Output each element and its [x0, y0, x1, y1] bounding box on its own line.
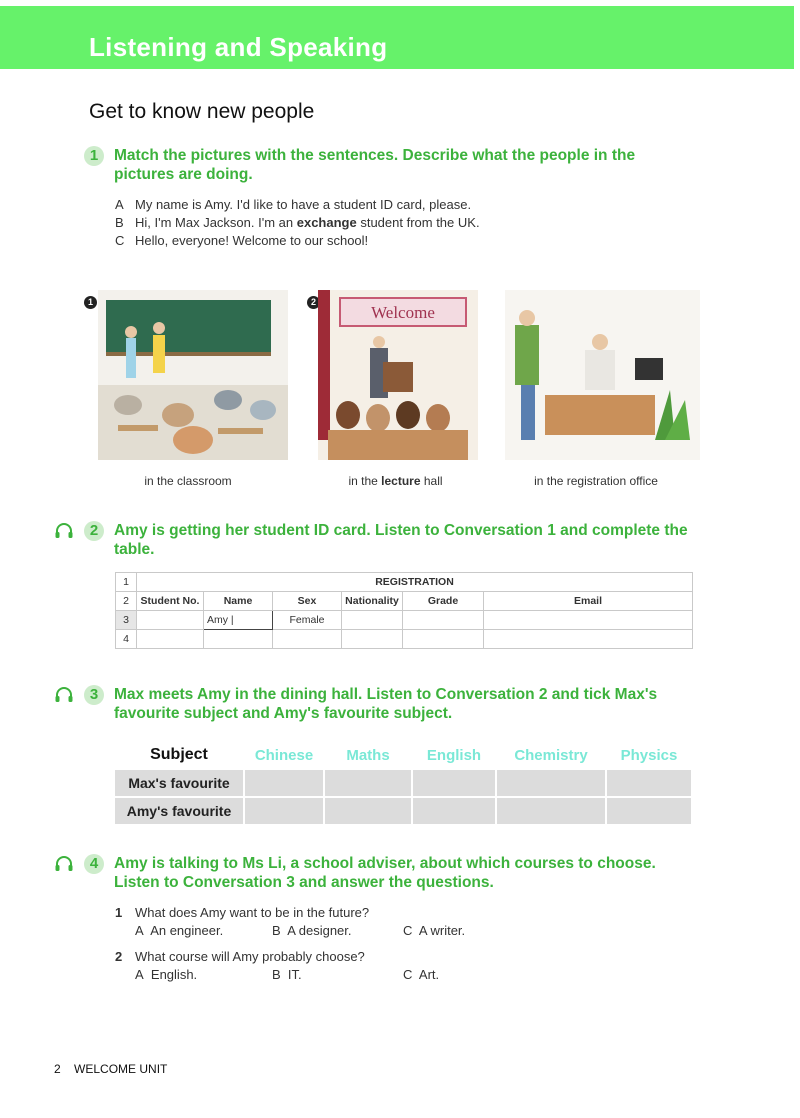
- page-subtitle: Get to know new people: [89, 100, 315, 123]
- q4-q1-choice-c: C A writer.: [403, 923, 466, 938]
- empty-cell[interactable]: [137, 630, 204, 649]
- grade-cell[interactable]: [403, 611, 484, 630]
- header-sex: Sex: [273, 592, 342, 611]
- empty-cell[interactable]: [484, 630, 693, 649]
- q4-question-2: 2 What course will Amy probably choose?: [115, 949, 365, 964]
- q4-q1-choice-a: A An engineer.: [135, 923, 224, 938]
- favourite-subject-table: [113, 740, 693, 826]
- picture-1-number: 1: [84, 296, 97, 309]
- headphones-icon[interactable]: [54, 686, 74, 704]
- picture-2-number: 2: [307, 296, 320, 309]
- tick-cell[interactable]: [245, 798, 323, 824]
- q4-q1-choice-b: B A designer.: [272, 923, 352, 938]
- email-cell[interactable]: [484, 611, 693, 630]
- tick-cell[interactable]: [245, 770, 323, 796]
- q1-option-b: B Hi, I'm Max Jackson. I'm an exchange student from the UK.: [115, 215, 480, 230]
- registration-title: REGISTRATION: [137, 573, 693, 592]
- headphones-icon[interactable]: [54, 522, 74, 540]
- q4-question-1: 1 What does Amy want to be in the future?: [115, 905, 370, 920]
- tick-cell[interactable]: [413, 770, 495, 796]
- student-no-cell[interactable]: [137, 611, 204, 630]
- header-student-no: Student No.: [137, 592, 204, 611]
- tick-cell[interactable]: [413, 798, 495, 824]
- picture-2-caption: in the lecture hall: [348, 474, 443, 488]
- row-number: 1: [116, 573, 137, 592]
- picture-3-caption: in the registration office: [534, 474, 658, 488]
- name-cell[interactable]: Amy |: [204, 611, 273, 630]
- q4-number: 4: [84, 854, 104, 874]
- tick-cell[interactable]: [607, 798, 691, 824]
- page-footer: [54, 1062, 167, 1076]
- row-number: 2: [116, 592, 137, 611]
- tick-cell[interactable]: [607, 770, 691, 796]
- q3-number: 3: [84, 685, 104, 705]
- q1-instruction: Match the pictures with the sentences. Describe what the people in the pictures are doing.: [114, 147, 636, 183]
- registration-office-illustration: [505, 290, 700, 460]
- row-label-max: Max's favourite: [115, 770, 243, 796]
- nationality-cell[interactable]: [342, 611, 403, 630]
- empty-cell[interactable]: [403, 630, 484, 649]
- header-name: Name: [204, 592, 273, 611]
- row-number: 3: [116, 611, 137, 630]
- headphones-icon[interactable]: [54, 855, 74, 873]
- subject-maths: Maths: [346, 746, 390, 764]
- page-number: 2: [54, 1062, 61, 1076]
- picture-1-caption: in the classroom: [144, 474, 232, 488]
- row-number: 4: [116, 630, 137, 649]
- empty-cell[interactable]: [342, 630, 403, 649]
- subject-chemistry: Chemistry: [514, 746, 588, 764]
- section-title: Listening and Speaking: [89, 32, 388, 62]
- welcome-sign: Welcome: [371, 303, 435, 322]
- registration-table: [115, 572, 693, 649]
- q3-instruction: Max meets Amy in the dining hall. Listen to Conversation 2 and tick Max's favourite subject and Amy's favourite subject.: [114, 686, 658, 722]
- q4-instruction: Amy is talking to Ms Li, a school adviser, about which courses to choose. Listen to Conversation 3 and answer the questions.: [114, 855, 656, 891]
- classroom-illustration: [98, 290, 288, 460]
- tick-cell[interactable]: [497, 798, 605, 824]
- subject-physics: Physics: [620, 746, 678, 764]
- lecture-hall-illustration: [318, 290, 478, 460]
- q4-q2-choice-b: B IT.: [272, 967, 302, 982]
- unit-name: WELCOME UNIT: [74, 1062, 168, 1076]
- q1-number: 1: [84, 146, 104, 166]
- tick-cell[interactable]: [325, 798, 411, 824]
- q4-q2-choice-c: C Art.: [403, 967, 440, 982]
- header-nationality: Nationality: [342, 592, 403, 611]
- q2-number: 2: [84, 521, 104, 541]
- header-email: Email: [484, 592, 693, 611]
- empty-cell[interactable]: [204, 630, 273, 649]
- q1-option-a: A My name is Amy. I'd like to have a student ID card, please.: [115, 197, 472, 212]
- tick-cell[interactable]: [497, 770, 605, 796]
- header-grade: Grade: [403, 592, 484, 611]
- sex-cell[interactable]: Female: [273, 611, 342, 630]
- subject-chinese: Chinese: [254, 746, 314, 764]
- subject-english: English: [426, 746, 482, 764]
- empty-cell[interactable]: [273, 630, 342, 649]
- row-label-amy: Amy's favourite: [115, 798, 243, 824]
- q1-option-c: C Hello, everyone! Welcome to our school!: [115, 233, 369, 248]
- tick-cell[interactable]: [325, 770, 411, 796]
- subject-header: Subject: [150, 746, 208, 763]
- q2-instruction: Amy is getting her student ID card. Listen to Conversation 1 and complete the table.: [114, 522, 688, 558]
- q4-q2-choice-a: A English.: [135, 967, 198, 982]
